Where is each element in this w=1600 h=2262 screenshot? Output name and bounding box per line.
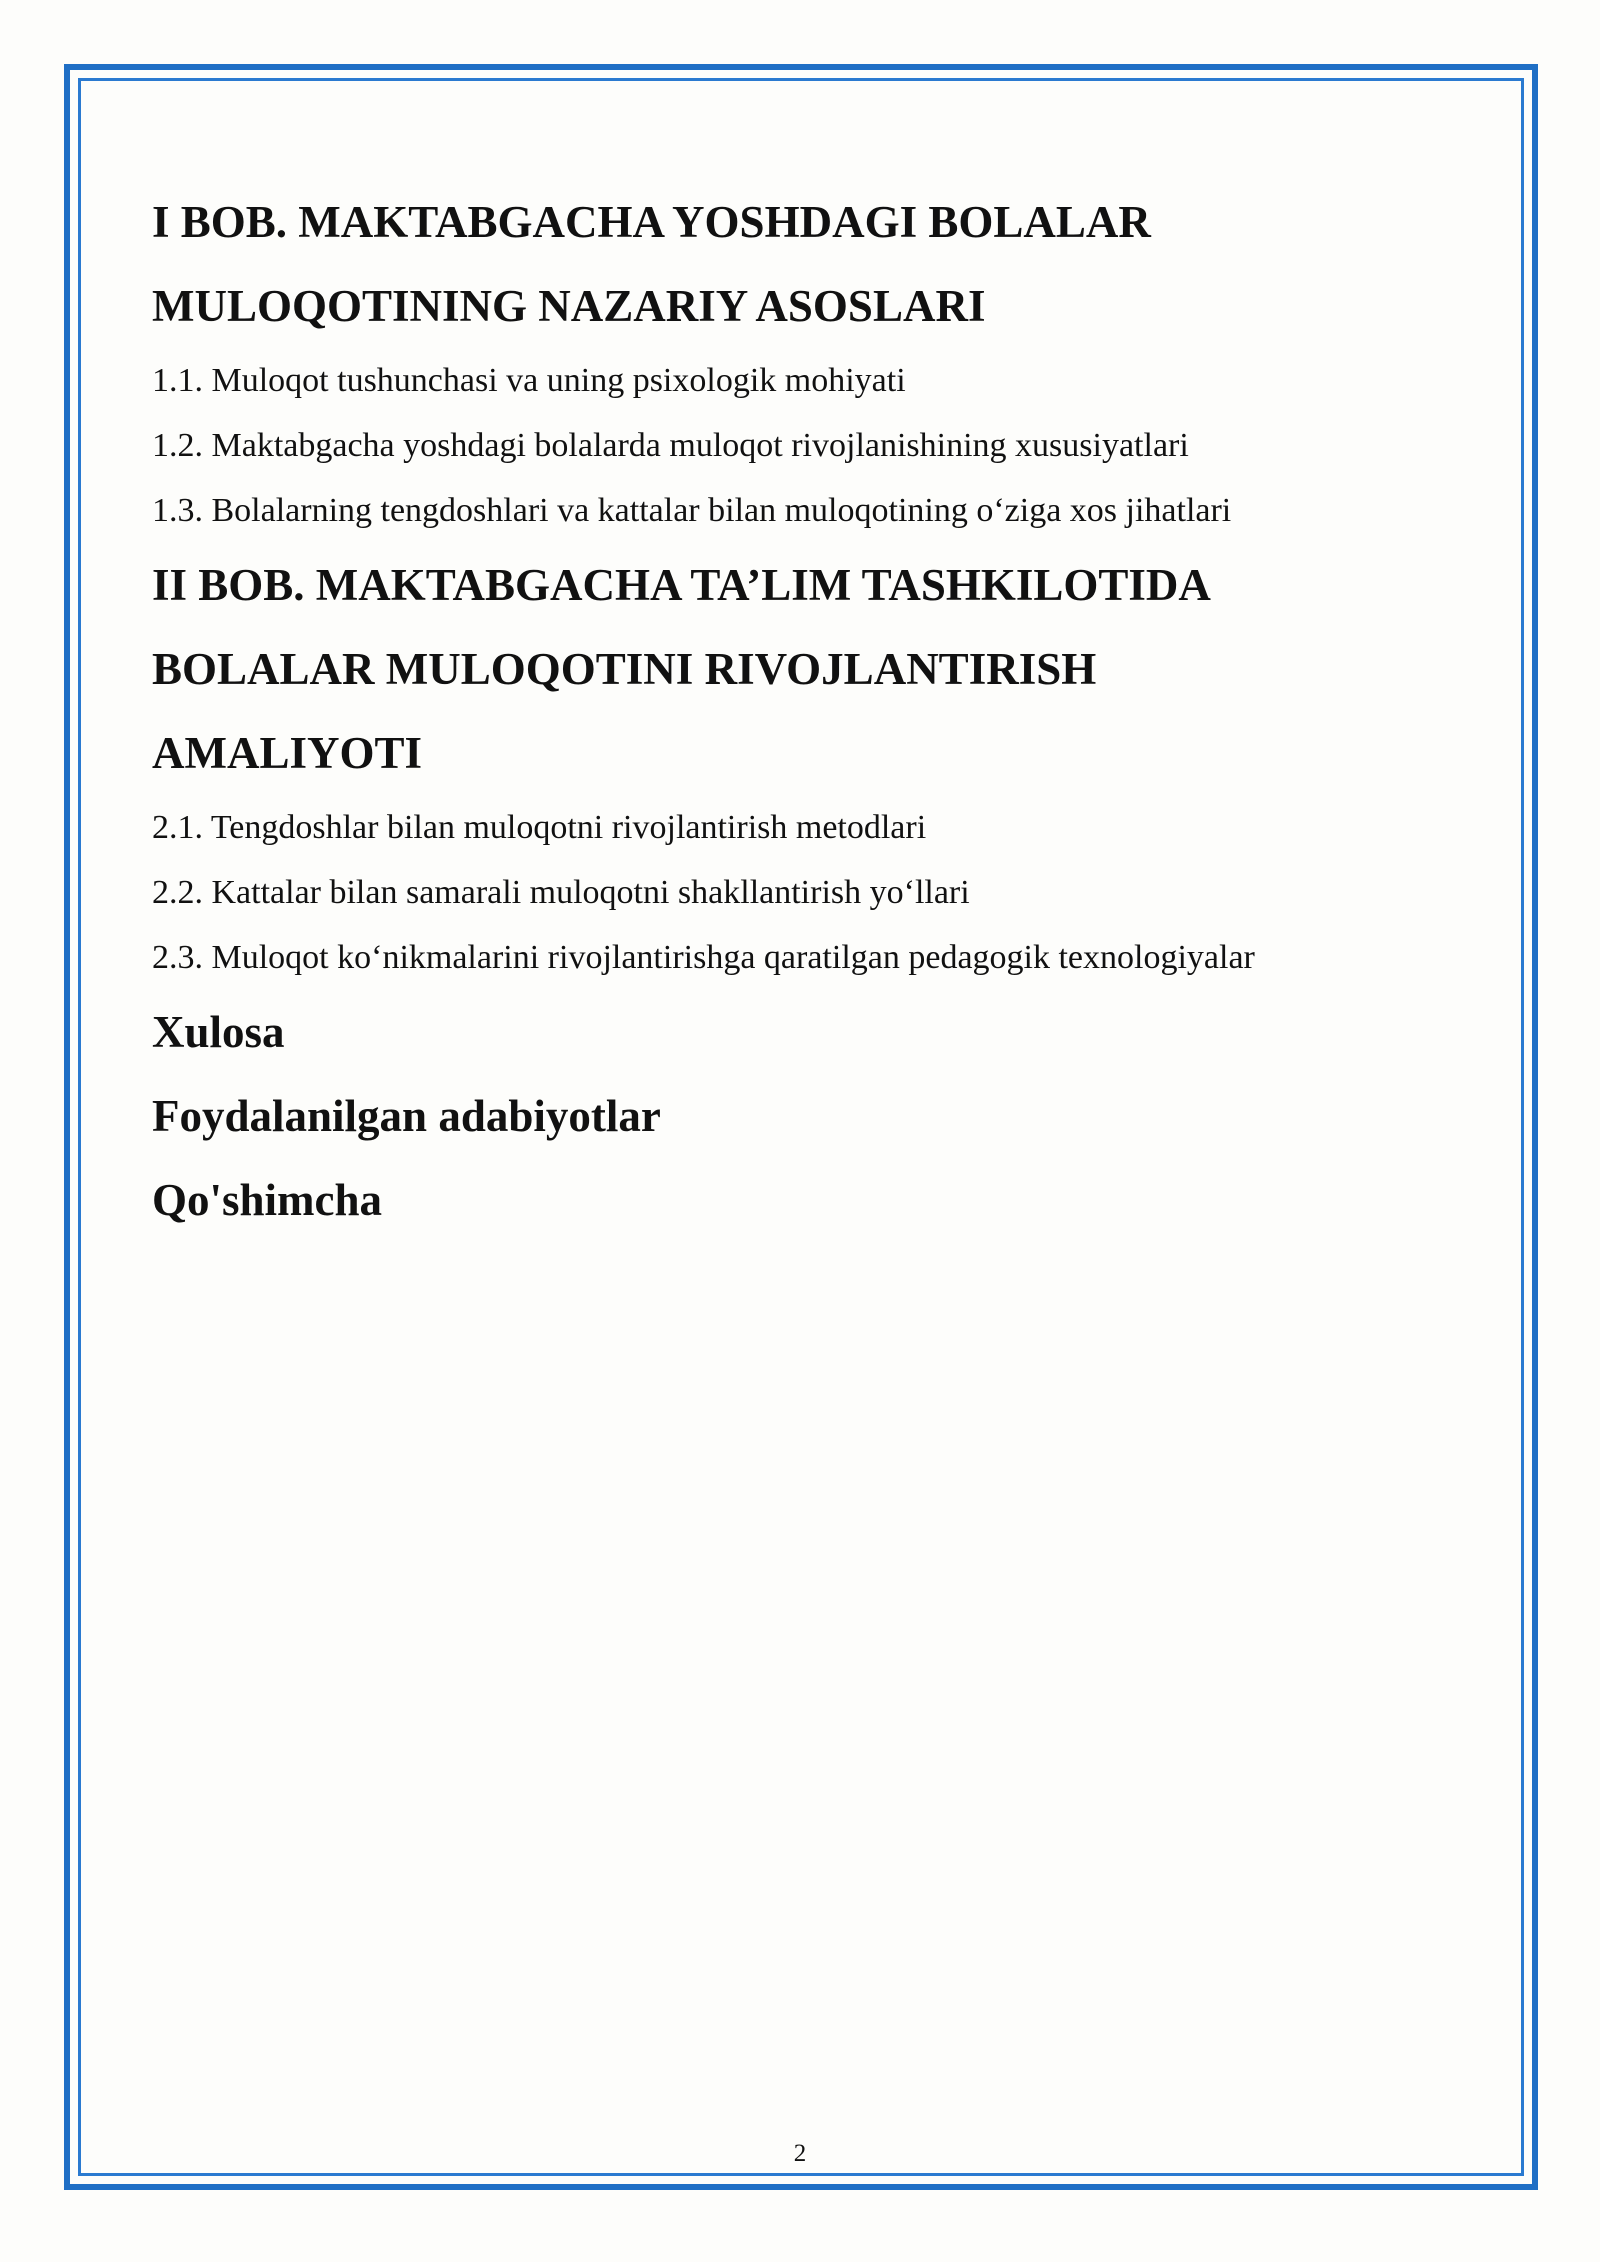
chapter-2-title-line-2: BOLALAR MULOQOTINI RIVOJLANTIRISH — [152, 644, 1097, 694]
page-number: 2 — [793, 2140, 807, 2167]
section-2-3: 2.3. Muloqot ko‘nikmalarini rivojlantirishga qaratilgan pedagogik texnologiyalar — [152, 939, 1255, 976]
chapter-1-title-line-2: MULOQOTINING NAZARIY ASOSLARI — [152, 281, 986, 331]
chapter-1 — [152, 180, 1452, 543]
section-2-2: 2.2. Kattalar bilan samarali muloqotni shakllantirish yo‘llari — [152, 874, 970, 911]
conclusion-heading: Xulosa — [152, 1007, 285, 1057]
chapter-2-title-line-3: AMALIYOTI — [152, 728, 423, 778]
section-2-1: 2.1. Tengdoshlar bilan muloqotni rivojlantirish metodlari — [152, 809, 927, 846]
chapter-1-title-line-1: I BOB. MAKTABGACHA YOSHDAGI BOLALAR — [152, 197, 1151, 247]
chapter-2-title-line-1: II BOB. MAKTABGACHA TA’LIM TASHKILOTIDA — [152, 560, 1211, 610]
section-1-1: 1.1. Muloqot tushunchasi va uning psixologik mohiyati — [152, 362, 906, 399]
references-heading: Foydalanilgan adabiyotlar — [152, 1091, 661, 1141]
appendix-heading: Qo'shimcha — [152, 1175, 383, 1225]
section-1-3: 1.3. Bolalarning tengdoshlari va kattalar bilan muloqotining o‘ziga xos jihatlari — [152, 492, 1232, 529]
table-of-contents — [152, 180, 1452, 1242]
chapter-2 — [152, 543, 1452, 990]
section-1-2: 1.2. Maktabgacha yoshdagi bolalarda muloqot rivojlanishining xususiyatlari — [152, 427, 1189, 464]
